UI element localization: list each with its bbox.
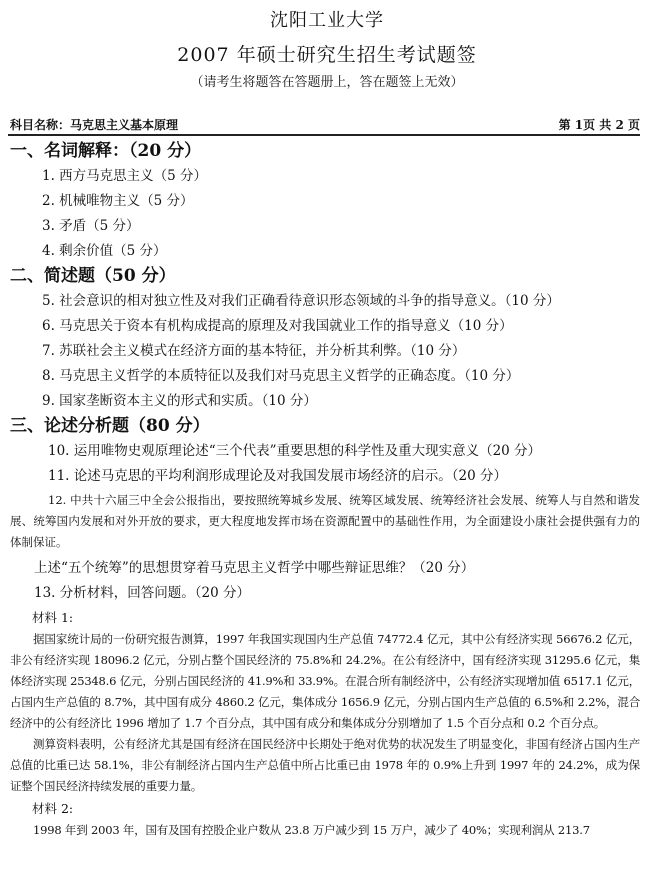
material-1-paragraph: 据国家统计局的一份研究报告测算，1997 年我国实现国内生产总值 74772.4 亿元，其中公有经济实现 56676.2 亿元，非公有经济实现 18096.2 亿元，分别占整个国民经济的 75.8%和 24.2%。在公有经济中，国有经济实现 31295.6 亿元，集体经济实现 25348.6 亿元，分别占国民经济的 41.9%和 33.9%。在混合所有制经济中，公有经济实现增加值 6517.1 亿元，占国内生产总值的 8.7%，其中国有成分 4860.2 亿元，集体成分 1656.9 亿元，分别占国内生产总值的 6.5%和 2.2%，混合经济中的公有经济比 1996 增加了 1.7 个百分点，其中国有成分和集体成分分别增加了 1.5 个百分点和 0.2 个百分点。 xyxy=(10,632,640,730)
question-item: 11. 论述马克思的平均利润形成理论及对我国发展市场经济的启示。（20 分） xyxy=(48,468,507,484)
exam-notice: （请考生将题答在答题册上，答在题签上无效） xyxy=(190,75,464,90)
material-1-label: 材料 1: xyxy=(32,610,74,625)
material-1-paragraph: 测算资料表明，公有经济尤其是国有经济在国民经济中长期处于绝对优势的状况发生了明显变化，非国有经济占国内生产总值的比重已达 58.1%，非公有制经济占国内生产总值中所占比重已由 1978 年的 0.9%上升到 1997 年的 24.2%，成为保证整个国民经济持续发展的重要力量。 xyxy=(10,737,640,793)
question-item: 10. 运用唯物史观原理论述“三个代表”重要思想的科学性及重大现实意义（20 分） xyxy=(48,443,542,459)
section-heading-essay: 三、论述分析题（80 分） xyxy=(10,416,210,436)
question-item: 8. 马克思主义哲学的本质特征以及我们对马克思主义哲学的正确态度。（10 分） xyxy=(42,368,520,384)
subject-row xyxy=(10,116,640,132)
question-item: 3. 矛盾（5 分） xyxy=(42,218,140,234)
question-12-prompt: 上述“五个统筹”的思想贯穿着马克思主义哲学中哪些辩证思维？（20 分） xyxy=(34,560,475,576)
section-heading-short-answer: 二、简述题（50 分） xyxy=(10,266,176,286)
question-item: 5. 社会意识的相对独立性及对我们正确看待意识形态领域的斗争的指导意义。（10 分） xyxy=(42,293,560,309)
header-divider xyxy=(8,134,640,136)
question-item: 7. 苏联社会主义模式在经济方面的基本特征，并分析其利弊。（10 分） xyxy=(42,343,466,359)
exam-content xyxy=(10,139,640,841)
subject-name: 科目名称：马克思主义基本原理 xyxy=(10,118,179,132)
material-2-paragraph: 1998 年到 2003 年，国有及国有控股企业户数从 23.8 万户减少到 15 万户，减少了 40%；实现利润从 213.7 xyxy=(33,823,590,837)
material-2-label: 材料 2: xyxy=(32,801,74,816)
question-item: 2. 机械唯物主义（5 分） xyxy=(42,193,194,209)
question-12-text: 12. 中共十六届三中全会公报指出，要按照统筹城乡发展、统筹区域发展、统筹经济社会发展、统筹人与自然和谐发展、统筹国内发展和对外开放的要求，更大程度地发挥市场在资源配置中的基础性作用，为全面建设小康社会提供强有力的体制保证。 xyxy=(10,493,640,549)
question-item: 13. 分析材料，回答问题。（20 分） xyxy=(34,585,250,601)
question-item: 4. 剩余价值（5 分） xyxy=(42,243,167,259)
exam-title: 2007 年硕士研究生招生考试题签 xyxy=(177,44,477,66)
page-indicator: 第 1页 共 2 页 xyxy=(558,118,640,132)
section-heading-definitions: 一、名词解释：（20 分） xyxy=(10,141,202,161)
question-item: 1. 西方马克思主义（5 分） xyxy=(42,168,208,184)
question-item: 6. 马克思关于资本有机构成提高的原理及对我国就业工作的指导意义（10 分） xyxy=(42,318,513,334)
question-item: 9. 国家垄断资本主义的形式和实质。（10 分） xyxy=(42,393,317,409)
school-name: 沈阳工业大学 xyxy=(270,10,384,31)
